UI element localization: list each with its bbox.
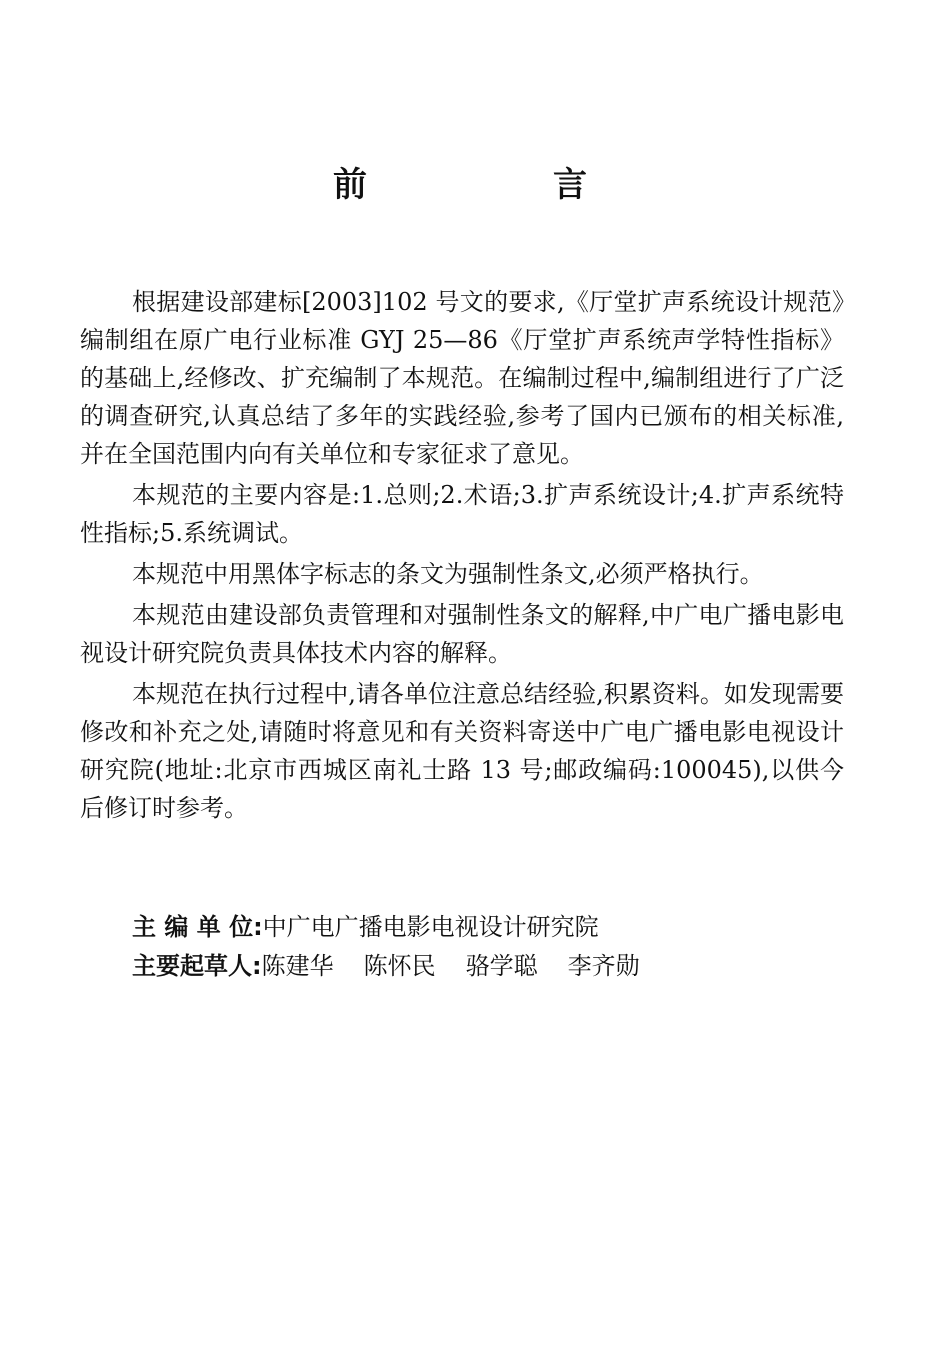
drafters-row bbox=[132, 947, 832, 985]
credits-block bbox=[132, 908, 832, 986]
editor-unit-row bbox=[132, 908, 832, 946]
drafter-name: 骆学聪 bbox=[465, 952, 538, 980]
paragraph: 本规范的主要内容是:1.总则;2.术语;3.扩声系统设计;4.扩声系统特性指标;5.系统调试。 bbox=[80, 481, 844, 547]
paragraph: 本规范由建设部负责管理和对强制性条文的解释,中广电广播电影电视设计研究院负责具体技术内容的解释。 bbox=[80, 601, 844, 667]
drafter-name: 陈怀民 bbox=[363, 952, 436, 980]
drafters-label: 主要起草人: bbox=[132, 952, 262, 980]
paragraph: 根据建设部建标[2003]102 号文的要求,《厅堂扩声系统设计规范》编制组在原广电行业标准 GYJ 25—86《厅堂扩声系统声学特性指标》的基础上,经修改、扩充编制了本规范。在编制过程中,编制组进行了广泛的调查研究,认真总结了多年的实践经验,参考了国内已颁布的相关标准,并在全国范围内向有关单位和专家征求了意见。 bbox=[80, 288, 844, 468]
preface-body bbox=[80, 283, 844, 830]
editor-unit-value: 中广电广播电影电视设计研究院 bbox=[262, 913, 599, 941]
drafter-name: 陈建华 bbox=[261, 952, 334, 980]
drafter-name: 李齐勋 bbox=[567, 952, 640, 980]
editor-unit-label: 主 编 单 位: bbox=[132, 913, 263, 941]
paragraph: 本规范在执行过程中,请各单位注意总结经验,积累资料。如发现需要修改和补充之处,请随时将意见和有关资料寄送中广电广播电影电视设计研究院(地址:北京市西城区南礼士路 13 号;邮政编码:100045),以供今后修订时参考。 bbox=[80, 680, 844, 822]
paragraph: 本规范中用黑体字标志的条文为强制性条文,必须严格执行。 bbox=[132, 560, 764, 588]
page-title: 前 言 bbox=[333, 165, 663, 205]
